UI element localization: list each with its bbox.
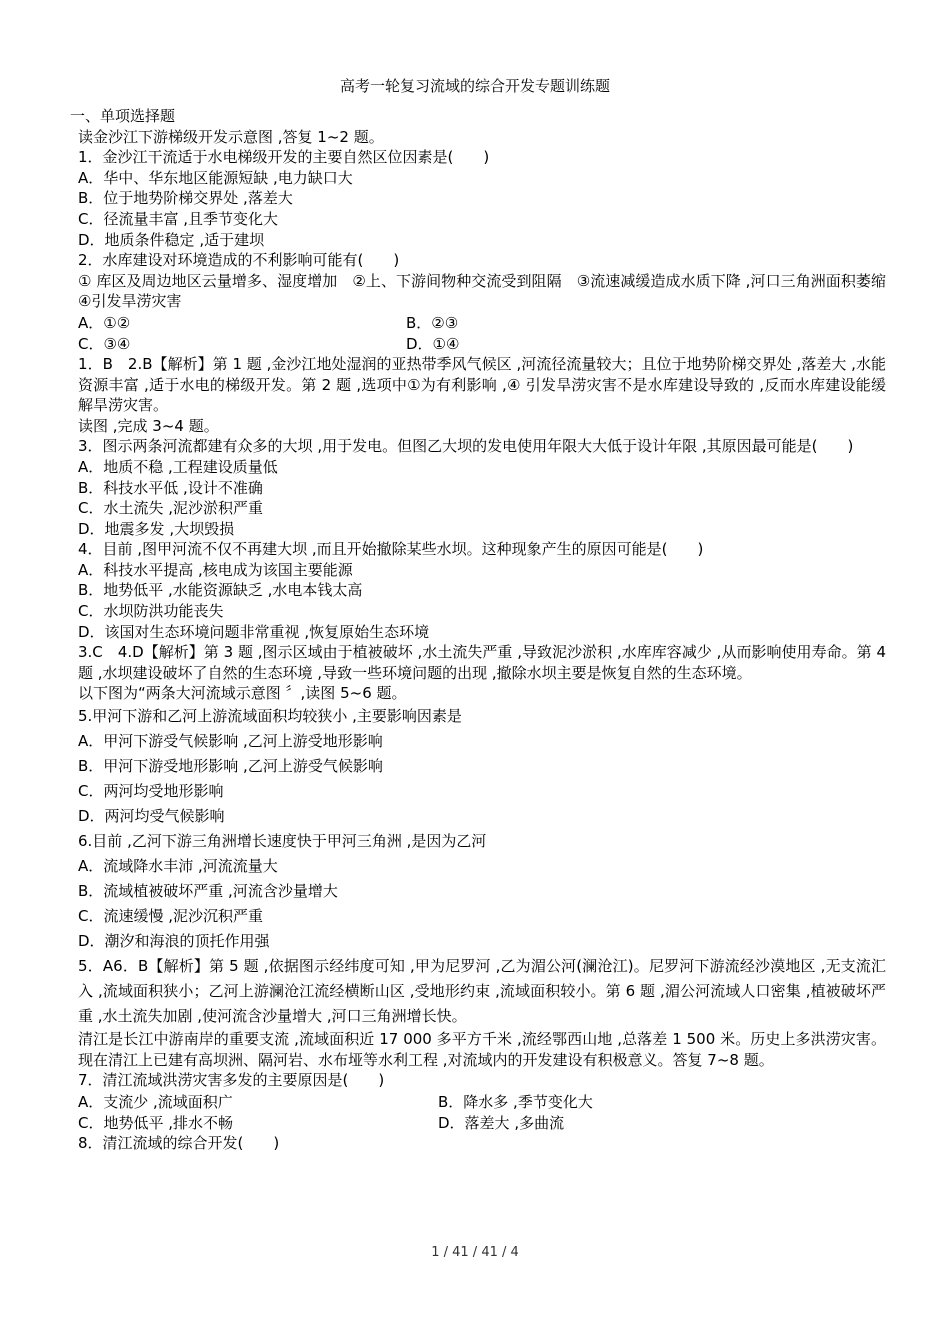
option: A．支流少 ,流域面积广 <box>78 1092 233 1111</box>
options-row <box>70 312 886 333</box>
option: B．流域植被破坏严重 ,河流含沙量增大 <box>78 882 338 901</box>
statements-q2: ① 库区及周边地区云量增多、湿度增加 ②上、下游间物种交流受到阻隔 ③流速减缓造成水质下降 ,河口三角洲面积萎缩 ④引发旱涝灾害 <box>78 271 902 311</box>
option: B．科技水平低 ,设计不准确 <box>78 478 263 497</box>
option: B．甲河下游受地形影响 ,乙河上游受气候影响 <box>78 757 383 776</box>
question-3: 3．图示两条河流都建有众多的大坝 ,用于发电。但图乙大坝的发电使用年限大大低于设计年限 ,其原因最可能是( ) <box>78 437 854 456</box>
option: B．地势低平 ,水能资源缺乏 ,水电本钱太高 <box>78 581 363 600</box>
option: C．流速缓慢 ,泥沙沉积严重 <box>78 907 264 926</box>
option: D．潮汐和海浪的顶托作用强 <box>78 932 270 951</box>
question-5: 5.甲河下游和乙河上游流域面积均较狭小 ,主要影响因素是 <box>78 707 462 726</box>
intro-q7-8: 清江是长江中游南岸的重要支流 ,流域面积近 17 000 多平方千米 ,流经鄂西山地 ,总落差 1 500 米。历史上多洪涝灾害。现在清江上已建有高坝洲、隔河岩、水布垭等水利工程 ,对流域内的开发建设有积极意义。答复 7~8 题。 <box>78 1030 886 1069</box>
intro-q5-6: 以下图为“两条大河流域示意图 〞,读图 5~6 题。 <box>78 684 407 703</box>
option: A．①② <box>78 313 131 332</box>
options-row <box>70 1112 886 1133</box>
option: C．水土流失 ,泥沙淤积严重 <box>78 499 264 518</box>
page-number: 1 / 41 / 41 / 4 <box>431 1245 519 1260</box>
question-6: 6.目前 ,乙河下游三角洲增长速度快于甲河三角洲 ,是因为乙河 <box>78 832 487 851</box>
options-row <box>70 333 886 354</box>
question-8: 8．清江流域的综合开发( ) <box>78 1133 280 1152</box>
option: D．地质条件稳定 ,适于建坝 <box>78 230 265 249</box>
question-2: 2．水库建设对环境造成的不利影响可能有( ) <box>78 251 400 270</box>
intro-q3-4: 读图 ,完成 3~4 题。 <box>78 416 219 435</box>
option: D．地震多发 ,大坝毁损 <box>78 519 235 538</box>
option: D．①④ <box>406 334 460 353</box>
options-row <box>70 1091 886 1112</box>
section-heading: 一、单项选择题 <box>70 107 176 125</box>
intro-q1-2: 读金沙江下游梯级开发示意图 ,答复 1~2 题。 <box>78 127 384 146</box>
option: C．径流量丰富 ,且季节变化大 <box>78 209 279 228</box>
option: A．地质不稳 ,工程建设质量低 <box>78 457 278 476</box>
answer-analysis-5-6: 5．A6．B【解析】第 5 题 ,依据图示经纬度可知 ,甲为尼罗河 ,乙为湄公河(澜沧江)。尼罗河下游流经沙漠地区 ,无支流汇入 ,流域面积狭小；乙河上游澜沧江流经横断山区 ,受地形约束 ,流域面积较小。第 6 题 ,湄公河流域人口密集 ,植被破坏严重 ,水土流失加剧 ,使河流含沙量增大 ,河口三角洲增长快。 <box>78 957 886 1026</box>
option: C．③④ <box>78 334 131 353</box>
option: C．地势低平 ,排水不畅 <box>78 1113 234 1132</box>
option: B．降水多 ,季节变化大 <box>438 1092 593 1111</box>
option: A．科技水平提高 ,核电成为该国主要能源 <box>78 560 353 579</box>
option: A．流域降水丰沛 ,河流流量大 <box>78 857 278 876</box>
option: B．②③ <box>406 313 459 332</box>
document-title: 高考一轮复习流域的综合开发专题训练题 <box>339 77 610 95</box>
option: D．该国对生态环境问题非常重视 ,恢复原始生态环境 <box>78 622 430 641</box>
question-7: 7．清江流域洪涝灾害多发的主要原因是( ) <box>78 1071 385 1090</box>
option: C．两河均受地形影响 <box>78 782 224 801</box>
option: D．两河均受气候影响 <box>78 807 225 826</box>
option: A．华中、华东地区能源短缺 ,电力缺口大 <box>78 168 353 187</box>
option: C．水坝防洪功能丧失 <box>78 602 224 621</box>
option: A．甲河下游受气候影响 ,乙河上游受地形影响 <box>78 732 383 751</box>
question-1: 1．金沙江干流适于水电梯级开发的主要自然区位因素是( ) <box>78 148 490 167</box>
answer-analysis-3-4: 3.C 4.D【解析】第 3 题 ,图示区域由于植被破坏 ,水土流失严重 ,导致泥沙淤积 ,水库库容减少 ,从而影响使用寿命。第 4 题 ,水坝建设破坏了自然的生态环境 ,导致一些环境问题的出现 ,撤除水坝主要是恢复自然的生态环境。 <box>78 643 886 682</box>
document-body <box>70 106 902 1153</box>
option: B．位于地势阶梯交界处 ,落差大 <box>78 189 293 208</box>
option: D．落差大 ,多曲流 <box>438 1113 565 1132</box>
answer-analysis-1-2: 1．B 2.B【解析】第 1 题 ,金沙江地处湿润的亚热带季风气候区 ,河流径流量较大；且位于地势阶梯交界处 ,落差大 ,水能资源丰富 ,适于水电的梯级开发。第 2 题 ,选项中①为有利影响 ,④ 引发旱涝灾害不是水库建设导致的 ,反而水库建设能缓解旱涝灾害。 <box>78 354 886 415</box>
question-4: 4．目前 ,图甲河流不仅不再建大坝 ,而且开始撤除某些水坝。这种现象产生的原因可能是( ) <box>78 540 704 559</box>
